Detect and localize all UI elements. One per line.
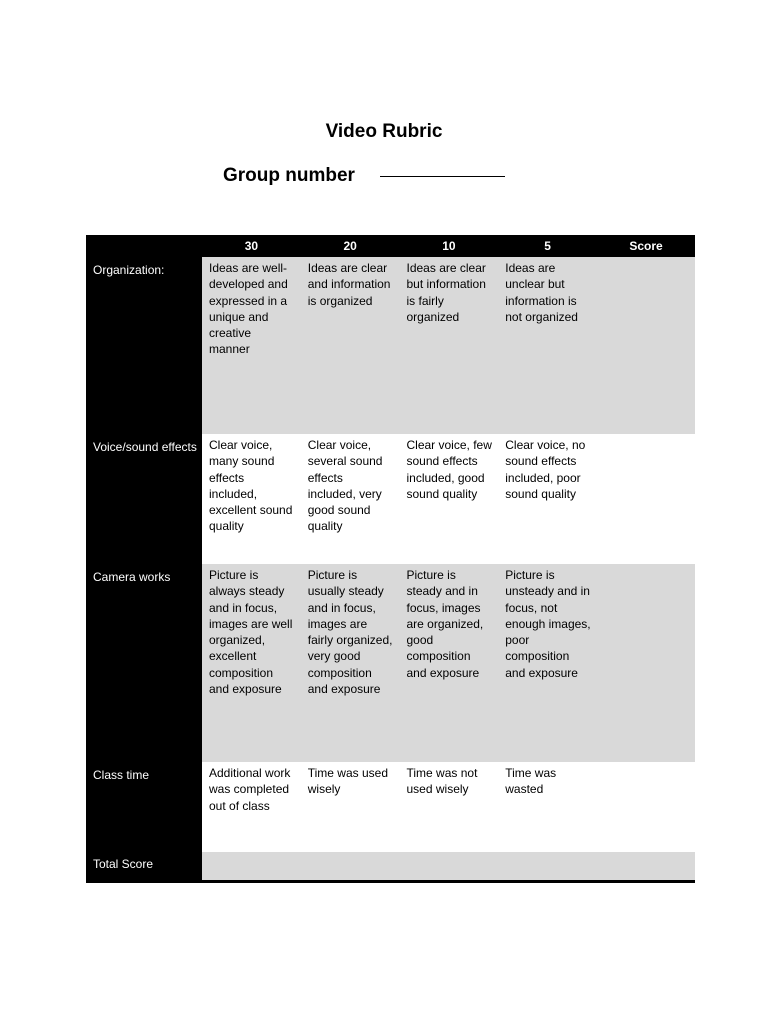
row-label-organization: Organization: — [86, 257, 202, 434]
header-points-10: 10 — [400, 235, 499, 257]
score-cell — [597, 257, 695, 434]
rubric-row-total-score — [86, 852, 695, 882]
rubric-table — [86, 235, 695, 883]
rubric-row-camera-works — [86, 564, 695, 762]
row-label-class-time: Class time — [86, 762, 202, 852]
total-score-cell — [202, 852, 695, 882]
criterion-cell: Ideas are clear and information is organized — [301, 257, 400, 434]
criterion-cell: Picture is unsteady and in focus, not enough images, poor composition and exposure — [498, 564, 597, 762]
score-cell — [597, 762, 695, 852]
rubric-row-class-time — [86, 762, 695, 852]
header-score: Score — [597, 235, 695, 257]
group-number-label: Group number — [223, 165, 355, 186]
criterion-cell: Additional work was completed out of class — [202, 762, 301, 852]
score-cell — [597, 564, 695, 762]
row-label-camera-works: Camera works — [86, 564, 202, 762]
criterion-cell: Picture is always steady and in focus, images are well organized, excellent composition and exposure — [202, 564, 301, 762]
criterion-cell: Clear voice, many sound effects included, excellent sound quality — [202, 434, 301, 564]
row-label-total-score: Total Score — [86, 852, 202, 882]
criterion-cell: Time was wasted — [498, 762, 597, 852]
header-points-30: 30 — [202, 235, 301, 257]
criterion-cell: Picture is steady and in focus, images are organized, good composition and exposure — [400, 564, 499, 762]
criterion-cell: Clear voice, several sound effects included, very good sound quality — [301, 434, 400, 564]
criterion-cell: Ideas are unclear but information is not organized — [498, 257, 597, 434]
header-points-20: 20 — [301, 235, 400, 257]
criterion-cell: Clear voice, few sound effects included, good sound quality — [400, 434, 499, 564]
score-cell — [597, 434, 695, 564]
criterion-cell: Clear voice, no sound effects included, poor sound quality — [498, 434, 597, 564]
row-label-voice-sound: Voice/sound effects — [86, 434, 202, 564]
group-number-blank-line — [380, 176, 505, 177]
header-points-5: 5 — [498, 235, 597, 257]
criterion-cell: Time was used wisely — [301, 762, 400, 852]
rubric-row-voice-sound — [86, 434, 695, 564]
document-title: Video Rubric — [325, 121, 443, 142]
rubric-header-row — [86, 235, 695, 257]
criterion-cell: Picture is usually steady and in focus, images are fairly organized, very good composition and exposure — [301, 564, 400, 762]
criterion-cell: Ideas are clear but information is fairly organized — [400, 257, 499, 434]
criterion-cell: Ideas are well-developed and expressed in a unique and creative manner — [202, 257, 301, 434]
header-empty-cell — [86, 235, 202, 257]
criterion-cell: Time was not used wisely — [400, 762, 499, 852]
rubric-row-organization — [86, 257, 695, 434]
